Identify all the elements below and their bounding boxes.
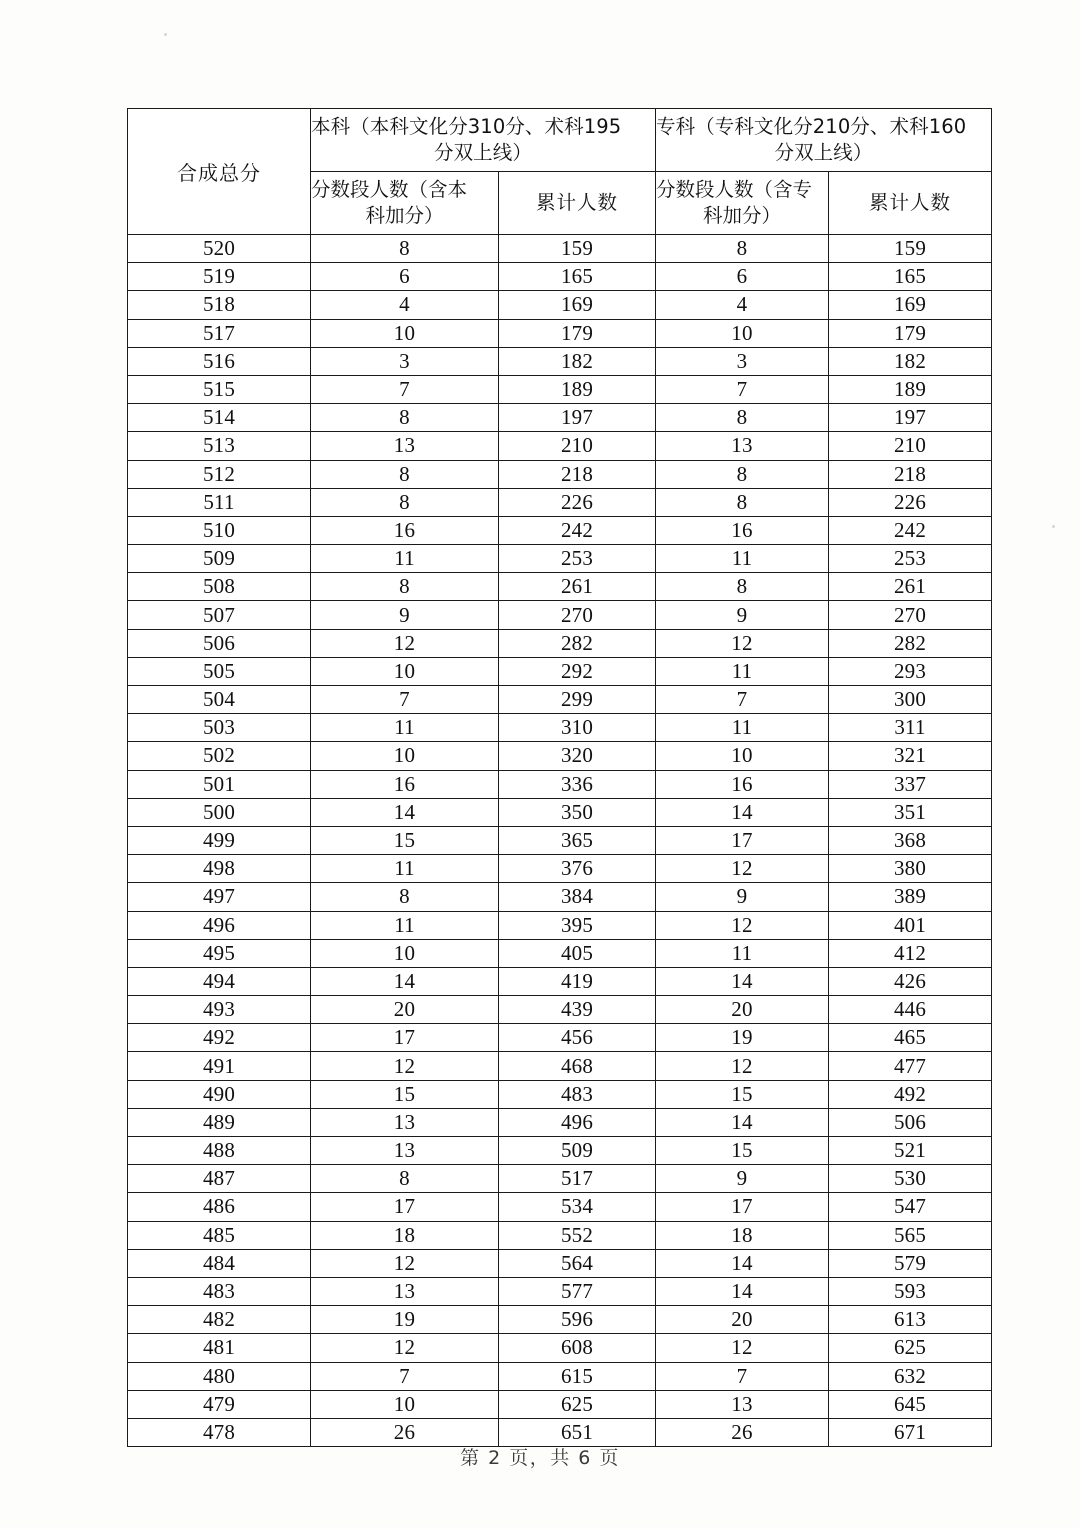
cell-undergraduate-segment-count: 8 bbox=[311, 404, 499, 432]
cell-junior-college-segment-count: 11 bbox=[656, 714, 829, 742]
header-undergraduate-segment-count bbox=[311, 172, 499, 235]
table-row bbox=[128, 939, 992, 967]
cell-junior-college-segment-count: 12 bbox=[656, 1052, 829, 1080]
cell-composite-score: 517 bbox=[128, 319, 311, 347]
cell-composite-score: 499 bbox=[128, 826, 311, 854]
cell-composite-score: 485 bbox=[128, 1221, 311, 1249]
cell-undergraduate-cumulative-count: 182 bbox=[499, 347, 656, 375]
cell-junior-college-cumulative-count: 579 bbox=[829, 1249, 992, 1277]
table-row bbox=[128, 1362, 992, 1390]
cell-junior-college-cumulative-count: 565 bbox=[829, 1221, 992, 1249]
header-junior-college-cumulative-count: 累计人数 bbox=[829, 172, 992, 235]
cell-junior-college-cumulative-count: 226 bbox=[829, 488, 992, 516]
cell-composite-score: 509 bbox=[128, 545, 311, 573]
cell-composite-score: 482 bbox=[128, 1306, 311, 1334]
cell-undergraduate-cumulative-count: 292 bbox=[499, 657, 656, 685]
cell-junior-college-segment-count: 14 bbox=[656, 1108, 829, 1136]
table-row bbox=[128, 1024, 992, 1052]
cell-undergraduate-segment-count: 10 bbox=[311, 1390, 499, 1418]
cell-composite-score: 493 bbox=[128, 996, 311, 1024]
cell-junior-college-cumulative-count: 492 bbox=[829, 1080, 992, 1108]
cell-composite-score: 520 bbox=[128, 235, 311, 263]
cell-composite-score: 480 bbox=[128, 1362, 311, 1390]
cell-undergraduate-cumulative-count: 376 bbox=[499, 855, 656, 883]
table-row bbox=[128, 516, 992, 544]
cell-junior-college-cumulative-count: 671 bbox=[829, 1418, 992, 1446]
cell-undergraduate-cumulative-count: 365 bbox=[499, 826, 656, 854]
cell-undergraduate-cumulative-count: 242 bbox=[499, 516, 656, 544]
cell-junior-college-segment-count: 12 bbox=[656, 911, 829, 939]
table-row bbox=[128, 1137, 992, 1165]
table-row bbox=[128, 235, 992, 263]
cell-composite-score: 505 bbox=[128, 657, 311, 685]
cell-undergraduate-cumulative-count: 197 bbox=[499, 404, 656, 432]
cell-junior-college-segment-count: 10 bbox=[656, 742, 829, 770]
cell-junior-college-segment-count: 15 bbox=[656, 1137, 829, 1165]
cell-undergraduate-segment-count: 7 bbox=[311, 375, 499, 403]
cell-undergraduate-cumulative-count: 282 bbox=[499, 629, 656, 657]
cell-undergraduate-cumulative-count: 350 bbox=[499, 798, 656, 826]
cell-junior-college-segment-count: 17 bbox=[656, 1193, 829, 1221]
cell-composite-score: 515 bbox=[128, 375, 311, 403]
cell-junior-college-segment-count: 15 bbox=[656, 1080, 829, 1108]
cell-undergraduate-cumulative-count: 218 bbox=[499, 460, 656, 488]
cell-undergraduate-cumulative-count: 169 bbox=[499, 291, 656, 319]
cell-junior-college-cumulative-count: 210 bbox=[829, 432, 992, 460]
cell-junior-college-segment-count: 11 bbox=[656, 939, 829, 967]
cell-junior-college-segment-count: 11 bbox=[656, 545, 829, 573]
cell-undergraduate-segment-count: 17 bbox=[311, 1024, 499, 1052]
cell-undergraduate-segment-count: 6 bbox=[311, 263, 499, 291]
cell-junior-college-cumulative-count: 311 bbox=[829, 714, 992, 742]
cell-composite-score: 514 bbox=[128, 404, 311, 432]
cell-undergraduate-cumulative-count: 577 bbox=[499, 1277, 656, 1305]
cell-undergraduate-segment-count: 8 bbox=[311, 235, 499, 263]
table-row bbox=[128, 911, 992, 939]
cell-composite-score: 502 bbox=[128, 742, 311, 770]
cell-junior-college-cumulative-count: 613 bbox=[829, 1306, 992, 1334]
table-row bbox=[128, 1193, 992, 1221]
header-composite-score: 合成总分 bbox=[128, 109, 311, 235]
cell-junior-college-cumulative-count: 530 bbox=[829, 1165, 992, 1193]
table-row bbox=[128, 657, 992, 685]
cell-junior-college-segment-count: 8 bbox=[656, 235, 829, 263]
table-row bbox=[128, 1052, 992, 1080]
cell-composite-score: 495 bbox=[128, 939, 311, 967]
table-row bbox=[128, 1334, 992, 1362]
cell-undergraduate-segment-count: 12 bbox=[311, 1334, 499, 1362]
cell-undergraduate-segment-count: 7 bbox=[311, 1362, 499, 1390]
cell-undergraduate-cumulative-count: 270 bbox=[499, 601, 656, 629]
cell-junior-college-segment-count: 14 bbox=[656, 967, 829, 995]
cell-composite-score: 483 bbox=[128, 1277, 311, 1305]
table-header-row-groups bbox=[128, 109, 992, 172]
cell-junior-college-cumulative-count: 179 bbox=[829, 319, 992, 347]
cell-undergraduate-segment-count: 14 bbox=[311, 967, 499, 995]
cell-undergraduate-cumulative-count: 320 bbox=[499, 742, 656, 770]
cell-junior-college-cumulative-count: 351 bbox=[829, 798, 992, 826]
cell-undergraduate-cumulative-count: 253 bbox=[499, 545, 656, 573]
cell-junior-college-segment-count: 10 bbox=[656, 319, 829, 347]
cell-junior-college-segment-count: 12 bbox=[656, 629, 829, 657]
cell-undergraduate-segment-count: 11 bbox=[311, 855, 499, 883]
cell-junior-college-cumulative-count: 401 bbox=[829, 911, 992, 939]
page-footer: 第 2 页，共 6 页 bbox=[460, 1447, 620, 1469]
cell-composite-score: 511 bbox=[128, 488, 311, 516]
cell-junior-college-segment-count: 13 bbox=[656, 432, 829, 460]
cell-composite-score: 513 bbox=[128, 432, 311, 460]
cell-junior-college-segment-count: 14 bbox=[656, 798, 829, 826]
header-junior-college-segment-count-line2: 科加分） bbox=[702, 204, 781, 227]
cell-composite-score: 484 bbox=[128, 1249, 311, 1277]
header-group-junior-college-line2: 分双上线） bbox=[774, 141, 873, 164]
cell-composite-score: 507 bbox=[128, 601, 311, 629]
cell-composite-score: 518 bbox=[128, 291, 311, 319]
header-undergraduate-segment-count-line1: 分数段人数（含本 bbox=[311, 177, 468, 201]
cell-composite-score: 487 bbox=[128, 1165, 311, 1193]
cell-junior-college-cumulative-count: 380 bbox=[829, 855, 992, 883]
cell-junior-college-cumulative-count: 465 bbox=[829, 1024, 992, 1052]
table-row bbox=[128, 375, 992, 403]
cell-junior-college-segment-count: 18 bbox=[656, 1221, 829, 1249]
cell-junior-college-segment-count: 20 bbox=[656, 996, 829, 1024]
table-row bbox=[128, 1249, 992, 1277]
cell-undergraduate-segment-count: 16 bbox=[311, 770, 499, 798]
cell-composite-score: 497 bbox=[128, 883, 311, 911]
table-row bbox=[128, 347, 992, 375]
cell-composite-score: 494 bbox=[128, 967, 311, 995]
cell-composite-score: 519 bbox=[128, 263, 311, 291]
cell-junior-college-cumulative-count: 389 bbox=[829, 883, 992, 911]
cell-undergraduate-segment-count: 8 bbox=[311, 883, 499, 911]
cell-undergraduate-cumulative-count: 179 bbox=[499, 319, 656, 347]
table-row bbox=[128, 855, 992, 883]
table-row bbox=[128, 488, 992, 516]
table-row bbox=[128, 291, 992, 319]
cell-undergraduate-cumulative-count: 439 bbox=[499, 996, 656, 1024]
cell-junior-college-cumulative-count: 242 bbox=[829, 516, 992, 544]
table-row bbox=[128, 629, 992, 657]
cell-junior-college-cumulative-count: 412 bbox=[829, 939, 992, 967]
cell-junior-college-cumulative-count: 169 bbox=[829, 291, 992, 319]
cell-undergraduate-cumulative-count: 395 bbox=[499, 911, 656, 939]
cell-junior-college-cumulative-count: 368 bbox=[829, 826, 992, 854]
cell-junior-college-segment-count: 7 bbox=[656, 686, 829, 714]
cell-undergraduate-cumulative-count: 596 bbox=[499, 1306, 656, 1334]
cell-composite-score: 481 bbox=[128, 1334, 311, 1362]
cell-junior-college-segment-count: 7 bbox=[656, 1362, 829, 1390]
cell-undergraduate-segment-count: 20 bbox=[311, 996, 499, 1024]
cell-undergraduate-segment-count: 10 bbox=[311, 742, 499, 770]
cell-undergraduate-segment-count: 16 bbox=[311, 516, 499, 544]
score-distribution-table-container bbox=[127, 108, 991, 1447]
cell-undergraduate-segment-count: 8 bbox=[311, 488, 499, 516]
cell-composite-score: 510 bbox=[128, 516, 311, 544]
cell-junior-college-segment-count: 14 bbox=[656, 1249, 829, 1277]
cell-undergraduate-segment-count: 12 bbox=[311, 1052, 499, 1080]
cell-undergraduate-cumulative-count: 615 bbox=[499, 1362, 656, 1390]
cell-undergraduate-segment-count: 14 bbox=[311, 798, 499, 826]
cell-junior-college-segment-count: 6 bbox=[656, 263, 829, 291]
header-group-undergraduate-line2: 分双上线） bbox=[433, 141, 532, 164]
table-row bbox=[128, 714, 992, 742]
table-row bbox=[128, 1390, 992, 1418]
cell-junior-college-segment-count: 17 bbox=[656, 826, 829, 854]
table-row bbox=[128, 798, 992, 826]
cell-junior-college-segment-count: 3 bbox=[656, 347, 829, 375]
table-row bbox=[128, 1108, 992, 1136]
cell-junior-college-cumulative-count: 426 bbox=[829, 967, 992, 995]
cell-composite-score: 492 bbox=[128, 1024, 311, 1052]
cell-junior-college-segment-count: 13 bbox=[656, 1390, 829, 1418]
cell-junior-college-segment-count: 14 bbox=[656, 1277, 829, 1305]
table-row bbox=[128, 1165, 992, 1193]
cell-junior-college-segment-count: 8 bbox=[656, 460, 829, 488]
cell-junior-college-segment-count: 12 bbox=[656, 1334, 829, 1362]
scan-speckle bbox=[164, 33, 167, 36]
cell-undergraduate-cumulative-count: 226 bbox=[499, 488, 656, 516]
cell-composite-score: 508 bbox=[128, 573, 311, 601]
cell-junior-college-cumulative-count: 506 bbox=[829, 1108, 992, 1136]
cell-composite-score: 512 bbox=[128, 460, 311, 488]
scan-speckle bbox=[1052, 525, 1055, 528]
cell-undergraduate-segment-count: 11 bbox=[311, 714, 499, 742]
cell-undergraduate-cumulative-count: 261 bbox=[499, 573, 656, 601]
cell-junior-college-segment-count: 7 bbox=[656, 375, 829, 403]
cell-undergraduate-cumulative-count: 534 bbox=[499, 1193, 656, 1221]
cell-undergraduate-segment-count: 8 bbox=[311, 573, 499, 601]
cell-undergraduate-segment-count: 8 bbox=[311, 1165, 499, 1193]
cell-undergraduate-segment-count: 18 bbox=[311, 1221, 499, 1249]
cell-junior-college-cumulative-count: 337 bbox=[829, 770, 992, 798]
header-junior-college-segment-count-line1: 分数段人数（含专 bbox=[656, 177, 813, 201]
table-row bbox=[128, 686, 992, 714]
table-row bbox=[128, 460, 992, 488]
cell-composite-score: 490 bbox=[128, 1080, 311, 1108]
cell-junior-college-cumulative-count: 253 bbox=[829, 545, 992, 573]
cell-undergraduate-segment-count: 10 bbox=[311, 939, 499, 967]
table-row bbox=[128, 319, 992, 347]
table-body bbox=[128, 235, 992, 1447]
cell-junior-college-cumulative-count: 293 bbox=[829, 657, 992, 685]
cell-undergraduate-segment-count: 12 bbox=[311, 1249, 499, 1277]
cell-composite-score: 489 bbox=[128, 1108, 311, 1136]
cell-undergraduate-cumulative-count: 405 bbox=[499, 939, 656, 967]
cell-undergraduate-segment-count: 9 bbox=[311, 601, 499, 629]
cell-undergraduate-segment-count: 13 bbox=[311, 432, 499, 460]
cell-junior-college-cumulative-count: 321 bbox=[829, 742, 992, 770]
cell-undergraduate-cumulative-count: 456 bbox=[499, 1024, 656, 1052]
table-row bbox=[128, 967, 992, 995]
cell-undergraduate-cumulative-count: 189 bbox=[499, 375, 656, 403]
cell-junior-college-segment-count: 9 bbox=[656, 883, 829, 911]
table-row bbox=[128, 1277, 992, 1305]
table-row bbox=[128, 545, 992, 573]
cell-undergraduate-segment-count: 12 bbox=[311, 629, 499, 657]
cell-undergraduate-cumulative-count: 210 bbox=[499, 432, 656, 460]
cell-junior-college-cumulative-count: 165 bbox=[829, 263, 992, 291]
cell-undergraduate-cumulative-count: 310 bbox=[499, 714, 656, 742]
cell-junior-college-cumulative-count: 300 bbox=[829, 686, 992, 714]
cell-junior-college-cumulative-count: 182 bbox=[829, 347, 992, 375]
cell-undergraduate-cumulative-count: 336 bbox=[499, 770, 656, 798]
cell-undergraduate-cumulative-count: 159 bbox=[499, 235, 656, 263]
cell-undergraduate-segment-count: 7 bbox=[311, 686, 499, 714]
table-header bbox=[128, 109, 992, 235]
cell-composite-score: 491 bbox=[128, 1052, 311, 1080]
cell-junior-college-segment-count: 9 bbox=[656, 601, 829, 629]
cell-composite-score: 516 bbox=[128, 347, 311, 375]
cell-composite-score: 501 bbox=[128, 770, 311, 798]
cell-junior-college-cumulative-count: 446 bbox=[829, 996, 992, 1024]
cell-undergraduate-cumulative-count: 419 bbox=[499, 967, 656, 995]
cell-junior-college-segment-count: 11 bbox=[656, 657, 829, 685]
cell-undergraduate-segment-count: 3 bbox=[311, 347, 499, 375]
cell-undergraduate-cumulative-count: 483 bbox=[499, 1080, 656, 1108]
cell-undergraduate-segment-count: 11 bbox=[311, 545, 499, 573]
cell-undergraduate-segment-count: 26 bbox=[311, 1418, 499, 1446]
cell-composite-score: 488 bbox=[128, 1137, 311, 1165]
cell-undergraduate-cumulative-count: 608 bbox=[499, 1334, 656, 1362]
cell-junior-college-segment-count: 19 bbox=[656, 1024, 829, 1052]
cell-undergraduate-segment-count: 8 bbox=[311, 460, 499, 488]
cell-junior-college-cumulative-count: 261 bbox=[829, 573, 992, 601]
cell-junior-college-cumulative-count: 270 bbox=[829, 601, 992, 629]
cell-junior-college-cumulative-count: 477 bbox=[829, 1052, 992, 1080]
cell-junior-college-cumulative-count: 159 bbox=[829, 235, 992, 263]
table-row bbox=[128, 432, 992, 460]
table-row bbox=[128, 573, 992, 601]
header-undergraduate-segment-count-line2: 科加分） bbox=[365, 204, 444, 227]
cell-junior-college-cumulative-count: 547 bbox=[829, 1193, 992, 1221]
cell-undergraduate-segment-count: 10 bbox=[311, 657, 499, 685]
table-row bbox=[128, 263, 992, 291]
cell-junior-college-segment-count: 8 bbox=[656, 573, 829, 601]
cell-composite-score: 506 bbox=[128, 629, 311, 657]
cell-undergraduate-cumulative-count: 468 bbox=[499, 1052, 656, 1080]
cell-composite-score: 500 bbox=[128, 798, 311, 826]
header-group-junior-college-line1: 专科（专科文化分210分、术科160 bbox=[656, 114, 967, 138]
table-row bbox=[128, 1221, 992, 1249]
cell-undergraduate-cumulative-count: 165 bbox=[499, 263, 656, 291]
table-row bbox=[128, 742, 992, 770]
cell-junior-college-segment-count: 8 bbox=[656, 488, 829, 516]
cell-junior-college-segment-count: 8 bbox=[656, 404, 829, 432]
cell-composite-score: 504 bbox=[128, 686, 311, 714]
cell-composite-score: 498 bbox=[128, 855, 311, 883]
cell-junior-college-segment-count: 4 bbox=[656, 291, 829, 319]
cell-junior-college-cumulative-count: 593 bbox=[829, 1277, 992, 1305]
cell-junior-college-segment-count: 26 bbox=[656, 1418, 829, 1446]
cell-undergraduate-cumulative-count: 384 bbox=[499, 883, 656, 911]
cell-undergraduate-cumulative-count: 625 bbox=[499, 1390, 656, 1418]
cell-undergraduate-cumulative-count: 496 bbox=[499, 1108, 656, 1136]
cell-undergraduate-cumulative-count: 552 bbox=[499, 1221, 656, 1249]
cell-junior-college-segment-count: 16 bbox=[656, 516, 829, 544]
cell-undergraduate-segment-count: 19 bbox=[311, 1306, 499, 1334]
cell-junior-college-segment-count: 12 bbox=[656, 855, 829, 883]
table-row bbox=[128, 601, 992, 629]
score-distribution-table bbox=[127, 108, 992, 1447]
cell-undergraduate-cumulative-count: 299 bbox=[499, 686, 656, 714]
cell-undergraduate-segment-count: 13 bbox=[311, 1137, 499, 1165]
cell-undergraduate-segment-count: 4 bbox=[311, 291, 499, 319]
header-junior-college-segment-count bbox=[656, 172, 829, 235]
cell-composite-score: 496 bbox=[128, 911, 311, 939]
cell-junior-college-cumulative-count: 632 bbox=[829, 1362, 992, 1390]
cell-junior-college-cumulative-count: 521 bbox=[829, 1137, 992, 1165]
cell-undergraduate-cumulative-count: 651 bbox=[499, 1418, 656, 1446]
cell-junior-college-segment-count: 16 bbox=[656, 770, 829, 798]
header-group-undergraduate bbox=[311, 109, 656, 172]
cell-undergraduate-segment-count: 15 bbox=[311, 826, 499, 854]
cell-junior-college-cumulative-count: 189 bbox=[829, 375, 992, 403]
cell-junior-college-cumulative-count: 625 bbox=[829, 1334, 992, 1362]
cell-junior-college-segment-count: 20 bbox=[656, 1306, 829, 1334]
header-undergraduate-cumulative-count: 累计人数 bbox=[499, 172, 656, 235]
header-group-undergraduate-line1: 本科（本科文化分310分、术科195 bbox=[311, 114, 622, 138]
table-row bbox=[128, 770, 992, 798]
table-row bbox=[128, 404, 992, 432]
table-row bbox=[128, 883, 992, 911]
cell-undergraduate-segment-count: 17 bbox=[311, 1193, 499, 1221]
cell-junior-college-cumulative-count: 282 bbox=[829, 629, 992, 657]
cell-undergraduate-segment-count: 13 bbox=[311, 1108, 499, 1136]
cell-composite-score: 478 bbox=[128, 1418, 311, 1446]
cell-undergraduate-segment-count: 11 bbox=[311, 911, 499, 939]
cell-undergraduate-segment-count: 15 bbox=[311, 1080, 499, 1108]
cell-undergraduate-cumulative-count: 517 bbox=[499, 1165, 656, 1193]
cell-junior-college-cumulative-count: 197 bbox=[829, 404, 992, 432]
cell-undergraduate-segment-count: 10 bbox=[311, 319, 499, 347]
cell-undergraduate-segment-count: 13 bbox=[311, 1277, 499, 1305]
table-row bbox=[128, 826, 992, 854]
cell-composite-score: 503 bbox=[128, 714, 311, 742]
header-group-junior-college bbox=[656, 109, 992, 172]
table-row bbox=[128, 996, 992, 1024]
cell-junior-college-cumulative-count: 645 bbox=[829, 1390, 992, 1418]
cell-composite-score: 479 bbox=[128, 1390, 311, 1418]
cell-undergraduate-cumulative-count: 509 bbox=[499, 1137, 656, 1165]
table-row bbox=[128, 1080, 992, 1108]
cell-junior-college-segment-count: 9 bbox=[656, 1165, 829, 1193]
cell-composite-score: 486 bbox=[128, 1193, 311, 1221]
cell-junior-college-cumulative-count: 218 bbox=[829, 460, 992, 488]
cell-undergraduate-cumulative-count: 564 bbox=[499, 1249, 656, 1277]
table-row bbox=[128, 1306, 992, 1334]
